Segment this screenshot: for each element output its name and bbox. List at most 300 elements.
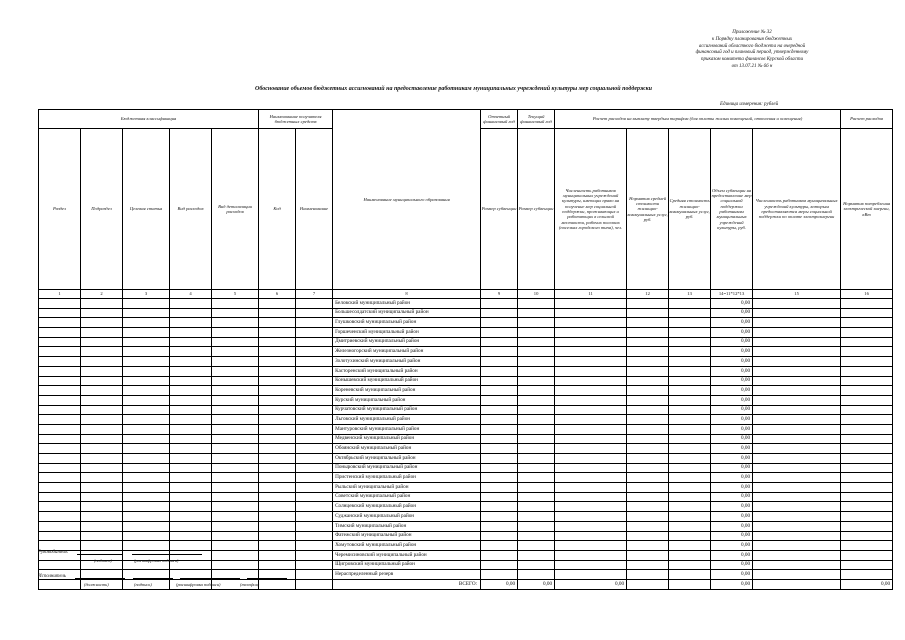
table-cell: [555, 454, 627, 464]
municipality-name: Конышевский муниципальный район: [333, 376, 481, 386]
table-cell: [555, 444, 627, 454]
table-cell: [669, 395, 711, 405]
table-cell: [753, 386, 841, 396]
table-cell: [259, 299, 296, 309]
table-cell: [841, 502, 893, 512]
table-cell: [518, 328, 555, 338]
municipality-name: Льговский муниципальный район: [333, 415, 481, 425]
table-row: [39, 454, 893, 464]
table-cell: [518, 347, 555, 357]
table-cell: [481, 424, 518, 434]
table-cell: [81, 531, 123, 541]
table-cell: [123, 386, 170, 396]
total-col-9: 0,00: [481, 579, 518, 589]
appendix-line: к Порядку планирования бюджетных: [711, 36, 793, 42]
table-cell: [753, 347, 841, 357]
appendix-line: Приложение № 32: [732, 30, 772, 35]
header-col-12: Норматив средней стоимости жилищно-коммунальных услуг, руб.: [627, 129, 669, 290]
table-cell: [481, 328, 518, 338]
table-row: [39, 512, 893, 522]
table-cell: [518, 299, 555, 309]
municipality-name: Черемисиновский муниципальный район: [333, 550, 481, 560]
table-cell: [123, 405, 170, 415]
table-cell: [39, 337, 81, 347]
table-cell: [753, 328, 841, 338]
table-cell: [259, 415, 296, 425]
table-cell: [296, 560, 333, 570]
table-cell: [81, 415, 123, 425]
table-cell: [212, 463, 259, 473]
table-cell: [481, 560, 518, 570]
table-cell: [555, 376, 627, 386]
table-row: [39, 299, 893, 309]
table-cell: [555, 502, 627, 512]
table-cell: [39, 473, 81, 483]
table-cell: [627, 444, 669, 454]
table-cell: [481, 502, 518, 512]
subsidy-value: 0,00: [711, 424, 753, 434]
subsidy-value: 0,00: [711, 492, 753, 502]
table-cell: [753, 541, 841, 551]
table-cell: [669, 541, 711, 551]
municipality-name: Беловский муниципальный район: [333, 299, 481, 309]
table-cell: [170, 512, 212, 522]
table-row: [39, 405, 893, 415]
table-cell: [555, 463, 627, 473]
table-cell: [212, 395, 259, 405]
table-cell: [841, 531, 893, 541]
table-cell: [296, 434, 333, 444]
table-cell: [123, 318, 170, 328]
table-row: [39, 483, 893, 493]
table-cell: [259, 550, 296, 560]
subsidy-value: 0,00: [711, 550, 753, 560]
table-cell: [481, 376, 518, 386]
table-cell: [627, 492, 669, 502]
subsidy-value: 0,00: [711, 531, 753, 541]
table-cell: [39, 347, 81, 357]
table-row: [39, 531, 893, 541]
header-municipality: Наименование муниципального образования: [333, 110, 481, 290]
subsidy-value: 0,00: [711, 366, 753, 376]
table-cell: [296, 299, 333, 309]
table-cell: [296, 366, 333, 376]
table-cell: [212, 415, 259, 425]
table-row: [39, 473, 893, 483]
table-cell: [212, 328, 259, 338]
table-cell: [259, 512, 296, 522]
table-cell: [555, 347, 627, 357]
table-cell: [627, 347, 669, 357]
table-cell: [753, 405, 841, 415]
table-cell: [39, 328, 81, 338]
subsidy-value: 0,00: [711, 386, 753, 396]
table-cell: [123, 434, 170, 444]
table-cell: [753, 434, 841, 444]
table-cell: [212, 299, 259, 309]
appendix-block: [647, 30, 857, 71]
table-cell: [669, 424, 711, 434]
table-row: [39, 395, 893, 405]
table-cell: [753, 492, 841, 502]
table-row: [39, 347, 893, 357]
table-cell: [296, 512, 333, 522]
appendix-line: приказом комитета финансов Курской области: [701, 57, 803, 63]
table-cell: [669, 512, 711, 522]
table-cell: [841, 570, 893, 580]
table-cell: [518, 405, 555, 415]
table-cell: [296, 347, 333, 357]
table-cell: [123, 444, 170, 454]
table-cell: [212, 512, 259, 522]
subsidy-value: 0,00: [711, 376, 753, 386]
table-cell: [170, 299, 212, 309]
column-number: 4: [170, 290, 212, 299]
subsidy-value: 0,00: [711, 357, 753, 367]
table-cell: [81, 405, 123, 415]
table-cell: [669, 299, 711, 309]
table-cell: [841, 550, 893, 560]
table-cell: [753, 550, 841, 560]
table-cell: [296, 357, 333, 367]
table-cell: [481, 541, 518, 551]
column-number: 2: [81, 290, 123, 299]
table-cell: [296, 463, 333, 473]
table-cell: [212, 424, 259, 434]
municipality-name: Дмитриевский муниципальный район: [333, 337, 481, 347]
table-cell: [555, 570, 627, 580]
appendix-line: от 13.07.21 № 66 н: [731, 63, 773, 69]
table-cell: [841, 483, 893, 493]
table-cell: [39, 454, 81, 464]
table-cell: [212, 366, 259, 376]
table-cell: [123, 357, 170, 367]
table-cell: [259, 483, 296, 493]
table-cell: [518, 318, 555, 328]
table-cell: [39, 299, 81, 309]
column-number: 6: [259, 290, 296, 299]
table-cell: [123, 299, 170, 309]
table-cell: [518, 366, 555, 376]
table-cell: [296, 308, 333, 318]
table-cell: [753, 531, 841, 541]
table-cell: [481, 395, 518, 405]
table-cell: [841, 328, 893, 338]
table-cell: [259, 463, 296, 473]
appendix-line: ассигнований областного бюджета на очередной: [698, 43, 806, 49]
table-cell: [841, 424, 893, 434]
table-cell: [296, 521, 333, 531]
municipality-name: Хомутовский муниципальный район: [333, 541, 481, 551]
table-cell: [170, 395, 212, 405]
table-cell: [212, 531, 259, 541]
table-cell: [123, 337, 170, 347]
table-cell: [296, 386, 333, 396]
table-cell: [39, 502, 81, 512]
table-cell: [39, 463, 81, 473]
table-row: [39, 366, 893, 376]
table-cell: [518, 454, 555, 464]
table-cell: [296, 550, 333, 560]
subsidy-value: 0,00: [711, 347, 753, 357]
table-cell: [518, 357, 555, 367]
table-cell: [753, 415, 841, 425]
table-cell: [555, 337, 627, 347]
table-cell: [481, 492, 518, 502]
total-col-11: 0,00: [555, 579, 627, 589]
table-cell: [627, 570, 669, 580]
table-cell: [753, 424, 841, 434]
table-cell: [841, 357, 893, 367]
table-cell: [555, 415, 627, 425]
units-label: Единица измерения: рублей: [720, 102, 779, 107]
table-cell: [555, 366, 627, 376]
table-cell: [123, 308, 170, 318]
table-cell: [481, 454, 518, 464]
table-cell: [555, 550, 627, 560]
municipality-name: Железногорский муниципальный район: [333, 347, 481, 357]
table-cell: [123, 366, 170, 376]
table-cell: [669, 570, 711, 580]
executor-signature: [38, 572, 287, 579]
table-cell: [81, 454, 123, 464]
table-cell: [212, 550, 259, 560]
table-cell: [627, 512, 669, 522]
table-row: [39, 434, 893, 444]
table-cell: [81, 424, 123, 434]
table-cell: [518, 444, 555, 454]
table-cell: [518, 492, 555, 502]
table-cell: [170, 337, 212, 347]
table-cell: [296, 492, 333, 502]
table-cell: [81, 347, 123, 357]
table-cell: [81, 502, 123, 512]
table-cell: [259, 502, 296, 512]
total-label: ВСЕГО:: [333, 579, 481, 589]
table-cell: [39, 531, 81, 541]
table-cell: [841, 434, 893, 444]
table-cell: [123, 512, 170, 522]
table-cell: [627, 386, 669, 396]
table-cell: [81, 521, 123, 531]
table-cell: [753, 502, 841, 512]
table-cell: [627, 376, 669, 386]
table-cell: [627, 454, 669, 464]
table-cell: [170, 318, 212, 328]
table-cell: [627, 463, 669, 473]
table-cell: [481, 531, 518, 541]
table-cell: [555, 318, 627, 328]
subsidy-value: 0,00: [711, 502, 753, 512]
table-cell: [170, 347, 212, 357]
table-cell: [518, 434, 555, 444]
table-cell: [518, 337, 555, 347]
column-number: 13: [669, 290, 711, 299]
table-cell: [259, 492, 296, 502]
table-cell: [212, 347, 259, 357]
subsidy-value: 0,00: [711, 512, 753, 522]
table-cell: [841, 337, 893, 347]
table-cell: [212, 541, 259, 551]
table-cell: [212, 444, 259, 454]
table-cell: [753, 454, 841, 464]
executor-name-line: [180, 572, 240, 579]
table-cell: [212, 318, 259, 328]
header-code: Код: [259, 129, 296, 290]
table-cell: [259, 318, 296, 328]
municipality-name: Суджанский муниципальный район: [333, 512, 481, 522]
table-cell: [259, 444, 296, 454]
municipality-name: Тимский муниципальный район: [333, 521, 481, 531]
table-cell: [841, 492, 893, 502]
subsidy-value: 0,00: [711, 570, 753, 580]
table-cell: [481, 434, 518, 444]
table-cell: [481, 357, 518, 367]
header-current-year: Текущий финансовый год: [518, 110, 555, 129]
table-cell: [841, 444, 893, 454]
column-number: 11: [555, 290, 627, 299]
table-cell: [39, 444, 81, 454]
table-row: [39, 444, 893, 454]
column-number: 8: [333, 290, 481, 299]
table-cell: [518, 531, 555, 541]
table-cell: [81, 328, 123, 338]
table-cell: [555, 512, 627, 522]
column-number-row: [39, 290, 893, 299]
table-cell: [81, 299, 123, 309]
table-cell: [627, 550, 669, 560]
executor-position-line: [75, 572, 125, 579]
column-number: 16: [841, 290, 893, 299]
executor-hint-name: (расшифровка подписи): [176, 582, 221, 587]
table-cell: [518, 395, 555, 405]
header-col-13: Средняя стоимость жилищно-коммунальных услуг, руб.: [669, 129, 711, 290]
table-cell: [39, 512, 81, 522]
table-cell: [753, 444, 841, 454]
table-cell: [170, 492, 212, 502]
table-cell: [481, 444, 518, 454]
table-row: [39, 521, 893, 531]
table-cell: [296, 328, 333, 338]
executor-phone-line: [247, 572, 287, 579]
municipality-name: Рыльский муниципальный район: [333, 483, 481, 493]
table-cell: [170, 424, 212, 434]
table-cell: [669, 347, 711, 357]
table-cell: [123, 395, 170, 405]
table-cell: [170, 376, 212, 386]
table-cell: [259, 376, 296, 386]
table-cell: [555, 328, 627, 338]
total-col-14: 0,00: [711, 579, 753, 589]
subsidy-value: 0,00: [711, 463, 753, 473]
head-name-line: [132, 548, 202, 555]
table-cell: [170, 405, 212, 415]
table-cell: [212, 560, 259, 570]
column-number: 5: [212, 290, 259, 299]
table-body: [39, 299, 893, 580]
table-cell: [555, 483, 627, 493]
table-cell: [170, 386, 212, 396]
table-cell: [518, 308, 555, 318]
table-cell: [296, 483, 333, 493]
table-cell: [518, 560, 555, 570]
table-cell: [669, 366, 711, 376]
table-cell: [555, 473, 627, 483]
header-expense-type: Вид расходов: [170, 129, 212, 290]
table-cell: [123, 424, 170, 434]
table-cell: [296, 405, 333, 415]
table-cell: [518, 473, 555, 483]
table-cell: [627, 357, 669, 367]
table-cell: [627, 328, 669, 338]
header-col-14: Объем субвенции на предоставление мер социальной поддержки работникам муниципальных учреждений культуры, руб.: [711, 129, 753, 290]
table-cell: [669, 521, 711, 531]
header-subsidy-size-2: Размер субвенции: [518, 129, 555, 290]
table-cell: [259, 405, 296, 415]
subsidy-value: 0,00: [711, 415, 753, 425]
table-cell: [170, 521, 212, 531]
municipality-name: Касторенский муниципальный район: [333, 366, 481, 376]
subsidy-value: 0,00: [711, 318, 753, 328]
subsidy-value: 0,00: [711, 483, 753, 493]
subsidy-value: 0,00: [711, 299, 753, 309]
table-cell: [841, 318, 893, 328]
table-cell: [212, 473, 259, 483]
table-cell: [259, 434, 296, 444]
table-cell: [296, 473, 333, 483]
table-cell: [669, 415, 711, 425]
municipality-name: Октябрьский муниципальный район: [333, 454, 481, 464]
table-cell: [841, 560, 893, 570]
table-cell: [259, 541, 296, 551]
table-cell: [518, 386, 555, 396]
table-cell: [669, 502, 711, 512]
table-cell: [753, 473, 841, 483]
table-cell: [555, 492, 627, 502]
table-cell: [296, 502, 333, 512]
table-cell: [518, 415, 555, 425]
table-cell: [296, 318, 333, 328]
table-cell: [841, 308, 893, 318]
table-cell: [627, 502, 669, 512]
table-cell: [669, 550, 711, 560]
municipality-name: Горшеченский муниципальный район: [333, 328, 481, 338]
table-cell: [481, 299, 518, 309]
table-cell: [81, 483, 123, 493]
table-cell: [753, 560, 841, 570]
table-cell: [81, 337, 123, 347]
table-cell: [212, 521, 259, 531]
table-cell: [669, 463, 711, 473]
table-cell: [481, 512, 518, 522]
table-cell: [39, 308, 81, 318]
subsidy-value: 0,00: [711, 444, 753, 454]
table-cell: [81, 434, 123, 444]
table-cell: [669, 376, 711, 386]
table-cell: [555, 308, 627, 318]
table-cell: [627, 318, 669, 328]
table-cell: [170, 531, 212, 541]
table-cell: [555, 299, 627, 309]
table-row: [39, 318, 893, 328]
table-cell: [259, 521, 296, 531]
table-cell: [212, 357, 259, 367]
column-number: 1: [39, 290, 81, 299]
table-row: [39, 357, 893, 367]
table-cell: [753, 483, 841, 493]
table-cell: [123, 502, 170, 512]
table-row: [39, 424, 893, 434]
